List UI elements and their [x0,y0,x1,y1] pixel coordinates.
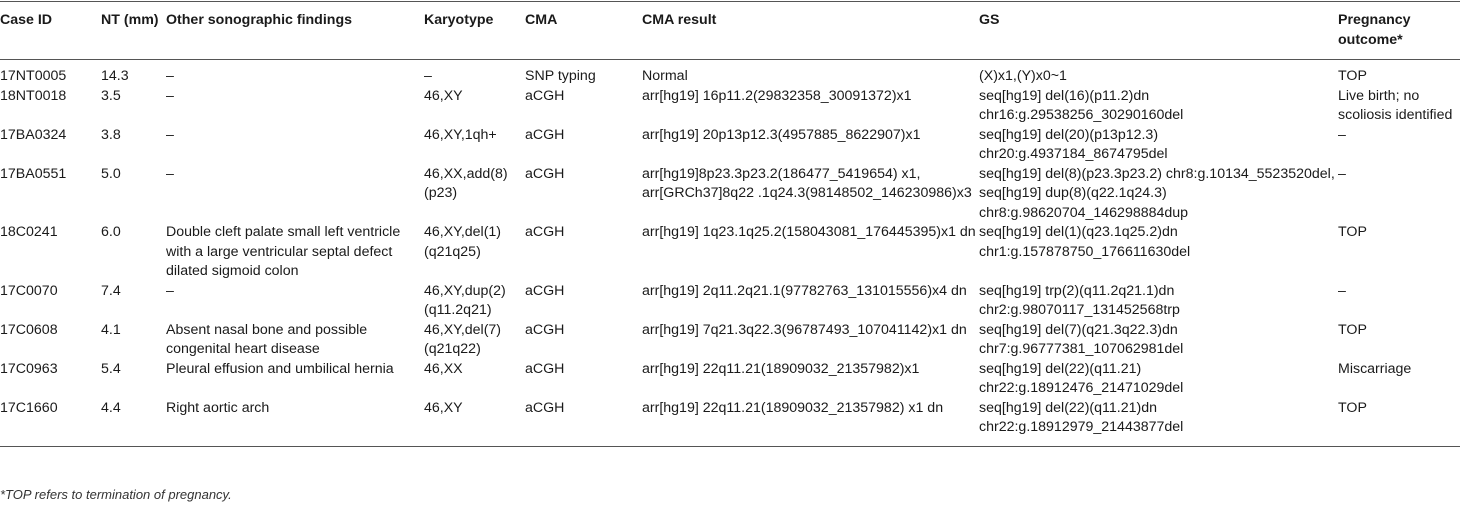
header-nt: NT (mm) [101,12,159,28]
cell-cma: aCGH [525,321,565,338]
cell-cma-result: arr[hg19] 20p13p12.3(4957885_8622907)x1 [642,126,921,143]
table-footnote: *TOP refers to termination of pregnancy. [0,487,232,502]
cell-gs: seq[hg19] del(22)(q11.21) chr22:g.18912476_21471029del [979,360,1184,396]
cell-cma: aCGH [525,165,565,182]
table-row [0,87,1460,126]
cell-gs: (X)x1,(Y)x0~1 [979,68,1067,84]
cell-karyotype: 46,XX [424,360,463,377]
cell-other-findings: Pleural effusion and umbilical hernia [166,360,394,377]
cell-cma-result: arr[hg19] 7q21.3q22.3(96787493_107041142)x1 dn [642,321,967,338]
cell-pregnancy-outcome: TOP [1338,399,1367,416]
cell-karyotype: 46,XY [424,399,463,416]
cell-other-findings: – [166,68,174,84]
cell-gs: seq[hg19] del(7)(q21.3q22.3)dn chr7:g.96777381_107062981del [979,321,1184,357]
cell-pregnancy-outcome: – [1338,126,1346,143]
header-cma: CMA [525,12,558,28]
cell-gs: seq[hg19] del(1)(q23.1q25.2)dn chr1:g.157878750_176611630del [979,224,1191,260]
cell-case-id: 17NT0005 [0,68,67,84]
cell-pregnancy-outcome: Live birth; no scoliosis identified [1338,87,1453,123]
cell-cma-result: arr[hg19]8p23.3p23.2(186477_5419654) x1, arr[GRCh37]8q22 .1q24.3(98148502_146230986)x3 [642,165,972,201]
cell-pregnancy-outcome: – [1338,165,1346,182]
cell-karyotype: 46,XY,1qh+ [424,126,497,143]
header-gs: GS [979,12,1000,28]
cell-gs: seq[hg19] del(22)(q11.21)dn chr22:g.18912979_21443877del [979,399,1184,435]
cell-nt: 3.5 [101,87,121,104]
cell-nt: 7.4 [101,282,121,299]
cell-nt: 4.1 [101,321,121,338]
cell-karyotype: 46,XX,add(8)(p23) [424,165,508,201]
cell-pregnancy-outcome: TOP [1338,68,1367,84]
header-cma-result: CMA result [642,12,717,28]
cell-other-findings: – [166,165,174,182]
cell-cma: aCGH [525,224,565,240]
cell-case-id: 17C0070 [0,282,58,299]
cell-case-id: 17C0608 [0,321,58,338]
cell-case-id: 17BA0324 [0,126,67,143]
cell-gs: seq[hg19] del(20)(p13p12.3) chr20:g.4937184_8674795del [979,126,1168,162]
header-pregnancy-outcome: Pregnancy outcome* [1338,12,1411,48]
cell-cma-result: Normal [642,68,688,84]
cell-case-id: 18NT0018 [0,87,67,104]
cell-other-findings: Absent nasal bone and possible congenital heart disease [166,321,368,357]
cell-nt: 6.0 [101,224,121,240]
cell-cma: SNP typing [525,68,596,84]
cell-karyotype: 46,XY,del(1)(q21q25) [424,224,502,260]
cell-pregnancy-outcome: – [1338,282,1346,299]
cell-case-id: 17C0963 [0,360,58,377]
cell-case-id: 18C0241 [0,224,58,240]
cell-karyotype: – [424,68,432,84]
cell-cma-result: arr[hg19] 1q23.1q25.2(158043081_176445395)x1 dn [642,224,976,240]
cell-karyotype: 46,XY [424,87,463,104]
cell-pregnancy-outcome: Miscarriage [1338,360,1412,377]
cell-nt: 14.3 [101,68,129,84]
cell-other-findings: – [166,282,174,299]
cell-gs: seq[hg19] trp(2)(q11.2q21.1)dn chr2:g.98070117_131452568trp [979,282,1180,318]
cell-cma-result: arr[hg19] 22q11.21(18909032_21357982)x1 [642,360,920,377]
cell-other-findings: – [166,126,174,143]
table-row [0,126,1460,165]
cell-nt: 3.8 [101,126,121,143]
cell-case-id: 17BA0551 [0,165,67,182]
cell-karyotype: 46,XY,dup(2)(q11.2q21) [424,282,506,318]
table-row [0,223,1460,282]
cell-pregnancy-outcome: TOP [1338,321,1367,338]
table-row [0,165,1460,224]
cell-cma-result: arr[hg19] 22q11.21(18909032_21357982) x1 dn [642,399,944,416]
table-row [0,360,1460,399]
cell-cma-result: arr[hg19] 16p11.2(29832358_30091372)x1 [642,87,912,104]
cell-case-id: 17C1660 [0,399,58,416]
cell-pregnancy-outcome: TOP [1338,224,1367,240]
header-case-id: Case ID [0,12,53,28]
header-other-findings: Other sonographic findings [166,12,353,28]
cell-karyotype: 46,XY,del(7)(q21q22) [424,321,502,357]
cell-cma: aCGH [525,126,565,143]
cell-nt: 5.0 [101,165,121,182]
cell-cma: aCGH [525,87,565,104]
case-table [0,1,1460,447]
table-row [0,60,1460,87]
cell-cma: aCGH [525,399,565,416]
cell-other-findings: Double cleft palate small left ventricle with a large ventricular septal defect dilated sigmoid colon [166,224,401,279]
cell-cma-result: arr[hg19] 2q11.2q21.1(97782763_131015556)x4 dn [642,282,967,299]
cell-nt: 4.4 [101,399,121,416]
cell-cma: aCGH [525,360,565,377]
cell-other-findings: – [166,87,174,104]
cell-other-findings: Right aortic arch [166,399,270,416]
table-row [0,282,1460,321]
cell-cma: aCGH [525,282,565,299]
cell-gs: seq[hg19] del(16)(p11.2)dn chr16:g.29538256_30290160del [979,87,1184,123]
cell-gs: seq[hg19] del(8)(p23.3p23.2) chr8:g.10134_5523520del, seq[hg19] dup(8)(q22.1q24.3) chr8:g.98620704_146298884dup [979,165,1335,221]
table-header-row [0,2,1460,60]
table-row [0,399,1460,447]
table-row [0,321,1460,360]
header-karyotype: Karyotype [424,12,494,28]
cell-nt: 5.4 [101,360,121,377]
